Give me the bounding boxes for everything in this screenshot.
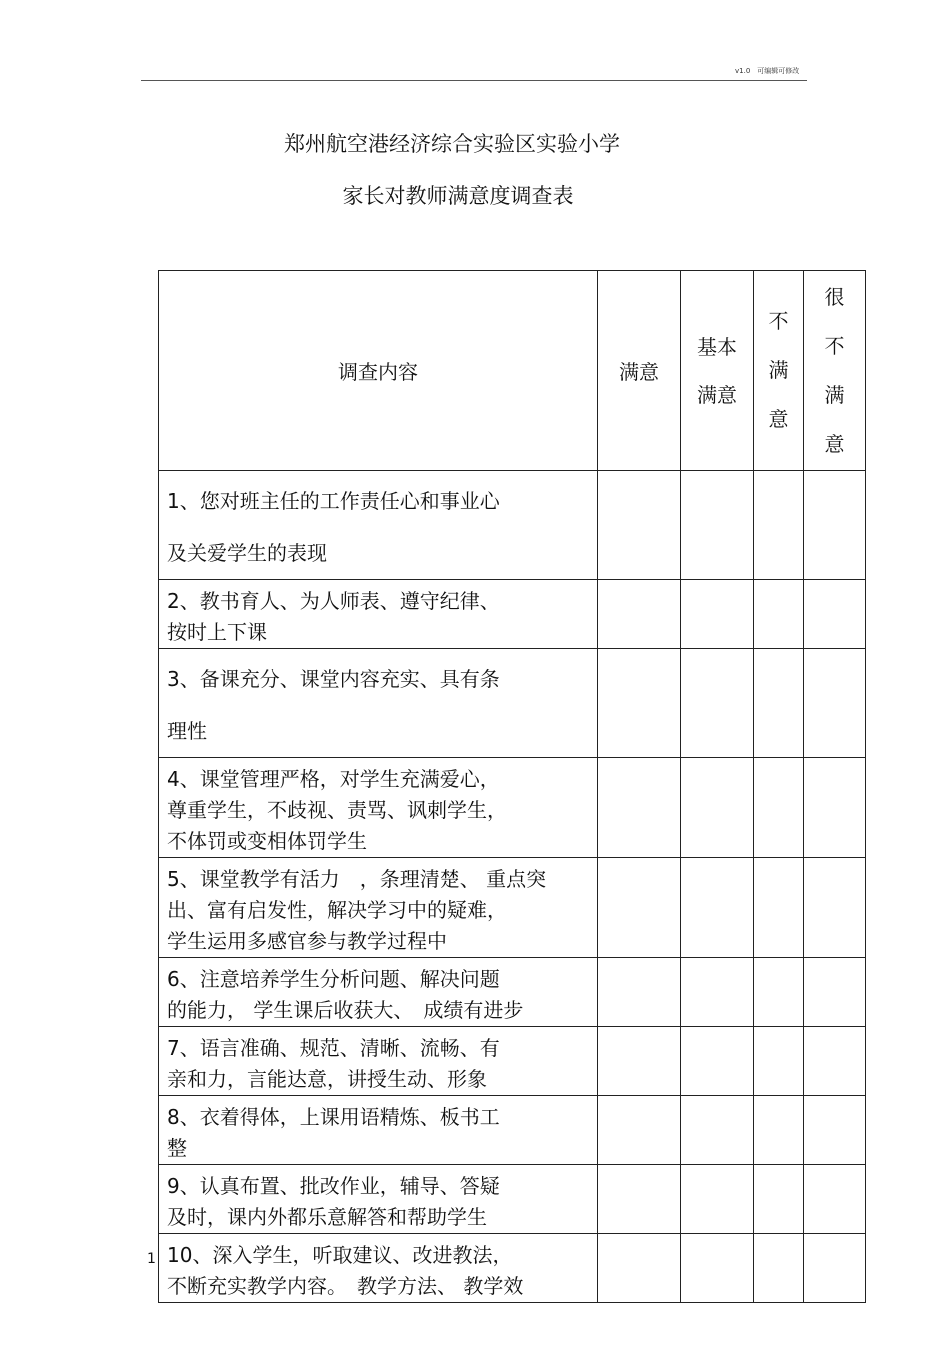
rating-cell-dissatisfied[interactable] (754, 958, 804, 1027)
survey-title: 家长对教师满意度调查表 (342, 184, 574, 208)
item-line: 9、认真布置、批改作业，辅导、答疑 (167, 1174, 500, 1198)
rating-cell-very-dissatisfied[interactable] (804, 1027, 866, 1096)
item-line: 亲和力，言能达意，讲授生动、形象 (167, 1067, 487, 1091)
survey-item-text (159, 649, 598, 758)
rating-cell-very-dissatisfied[interactable] (804, 1165, 866, 1234)
rating-cell-satisfied[interactable] (598, 1096, 681, 1165)
rating-cell-dissatisfied[interactable] (754, 758, 804, 858)
rating-cell-dissatisfied[interactable] (754, 580, 804, 649)
item-line: 不体罚或变相体罚学生 (167, 829, 367, 853)
header-char: 意 (824, 431, 845, 456)
item-line: 及关爱学生的表现 (167, 541, 327, 565)
rating-cell-basically-satisfied[interactable] (681, 580, 754, 649)
rating-cell-satisfied[interactable] (598, 580, 681, 649)
page-number: 1 (147, 1251, 156, 1267)
header-char: 很 (824, 284, 845, 309)
rating-cell-very-dissatisfied[interactable] (804, 580, 866, 649)
school-title: 郑州航空港经济综合实验区实验小学 (284, 132, 620, 156)
document-version-note: v1.0 可编辑可修改 (735, 67, 800, 75)
survey-item-row (159, 758, 866, 858)
item-line: 及时，课内外都乐意解答和帮助学生 (167, 1205, 487, 1229)
rating-cell-basically-satisfied[interactable] (681, 858, 754, 958)
rating-cell-dissatisfied[interactable] (754, 1096, 804, 1165)
survey-item-row (159, 649, 866, 758)
item-line: 理性 (167, 719, 207, 743)
survey-item-row (159, 1165, 866, 1234)
rating-cell-basically-satisfied[interactable] (681, 649, 754, 758)
item-line: 4、课堂管理严格，对学生充满爱心， (167, 767, 500, 791)
survey-item-text (159, 1234, 598, 1303)
item-line: 按时上下课 (167, 620, 267, 644)
header-char: 满 (768, 358, 789, 382)
item-line: 1、您对班主任的工作责任心和事业心 (167, 489, 500, 513)
rating-cell-satisfied[interactable] (598, 1234, 681, 1303)
survey-item-row (159, 580, 866, 649)
item-line: 5、课堂教学有活力 ，条理清楚、 重点突 (167, 867, 547, 891)
column-header-content: 调查内容 (159, 271, 598, 471)
survey-item-row (159, 858, 866, 958)
rating-cell-basically-satisfied[interactable] (681, 958, 754, 1027)
rating-cell-very-dissatisfied[interactable] (804, 471, 866, 580)
item-line: 出、富有启发性，解决学习中的疑难， (167, 898, 507, 922)
rating-cell-basically-satisfied[interactable] (681, 758, 754, 858)
item-line: 不断充实教学内容。 教学方法、 教学效 (167, 1274, 524, 1298)
column-header-dissatisfied (754, 271, 804, 471)
header-char: 意 (768, 407, 789, 431)
rating-cell-satisfied[interactable] (598, 471, 681, 580)
column-header-satisfied: 满意 (598, 271, 681, 471)
rating-cell-very-dissatisfied[interactable] (804, 649, 866, 758)
header-char: 满 (824, 382, 845, 407)
header-row (159, 271, 866, 471)
survey-item-row (159, 1027, 866, 1096)
item-line: 整 (167, 1136, 187, 1160)
survey-item-row (159, 471, 866, 580)
rating-cell-dissatisfied[interactable] (754, 1165, 804, 1234)
rating-cell-basically-satisfied[interactable] (681, 1234, 754, 1303)
column-header-very-dissatisfied (804, 271, 866, 471)
rating-cell-satisfied[interactable] (598, 1027, 681, 1096)
rating-cell-dissatisfied[interactable] (754, 1027, 804, 1096)
item-line: 8、衣着得体，上课用语精炼、板书工 (167, 1105, 500, 1129)
rating-cell-very-dissatisfied[interactable] (804, 1234, 866, 1303)
survey-item-text (159, 858, 598, 958)
rating-cell-satisfied[interactable] (598, 1165, 681, 1234)
rating-cell-very-dissatisfied[interactable] (804, 858, 866, 958)
header-char: 满意 (697, 382, 737, 407)
item-line: 尊重学生，不歧视、责骂、讽刺学生， (167, 798, 507, 822)
header-char: 不 (768, 309, 789, 333)
survey-item-text (159, 580, 598, 649)
rating-cell-very-dissatisfied[interactable] (804, 958, 866, 1027)
rating-cell-basically-satisfied[interactable] (681, 471, 754, 580)
rating-cell-satisfied[interactable] (598, 958, 681, 1027)
survey-item-row (159, 1234, 866, 1303)
header-char: 不 (824, 333, 845, 358)
rating-cell-basically-satisfied[interactable] (681, 1096, 754, 1165)
item-line: 的能力， 学生课后收获大、 成绩有进步 (167, 998, 524, 1022)
item-line: 10、深入学生，听取建议、改进教法， (167, 1243, 513, 1267)
rating-cell-dissatisfied[interactable] (754, 471, 804, 580)
rating-cell-basically-satisfied[interactable] (681, 1027, 754, 1096)
item-line: 学生运用多感官参与教学过程中 (167, 929, 447, 953)
survey-item-text (159, 1027, 598, 1096)
rating-cell-satisfied[interactable] (598, 758, 681, 858)
rating-cell-very-dissatisfied[interactable] (804, 758, 866, 858)
header-rule (141, 80, 807, 81)
rating-cell-dissatisfied[interactable] (754, 1234, 804, 1303)
rating-cell-dissatisfied[interactable] (754, 649, 804, 758)
column-header-basically-satisfied (681, 271, 754, 471)
rating-cell-satisfied[interactable] (598, 649, 681, 758)
survey-item-text (159, 958, 598, 1027)
rating-cell-very-dissatisfied[interactable] (804, 1096, 866, 1165)
item-line: 3、备课充分、课堂内容充实、具有条 (167, 667, 500, 691)
item-line: 6、注意培养学生分析问题、解决问题 (167, 967, 500, 991)
survey-item-row (159, 958, 866, 1027)
survey-table (158, 270, 866, 1303)
item-line: 7、语言准确、规范、清晰、流畅、有 (167, 1036, 500, 1060)
rating-cell-dissatisfied[interactable] (754, 858, 804, 958)
rating-cell-basically-satisfied[interactable] (681, 1165, 754, 1234)
item-line: 2、教书育人、为人师表、遵守纪律、 (167, 589, 500, 613)
survey-item-text (159, 1096, 598, 1165)
survey-item-text (159, 1165, 598, 1234)
rating-cell-satisfied[interactable] (598, 858, 681, 958)
survey-item-row (159, 1096, 866, 1165)
header-char: 基本 (697, 334, 737, 359)
survey-item-text (159, 758, 598, 858)
survey-item-text (159, 471, 598, 580)
